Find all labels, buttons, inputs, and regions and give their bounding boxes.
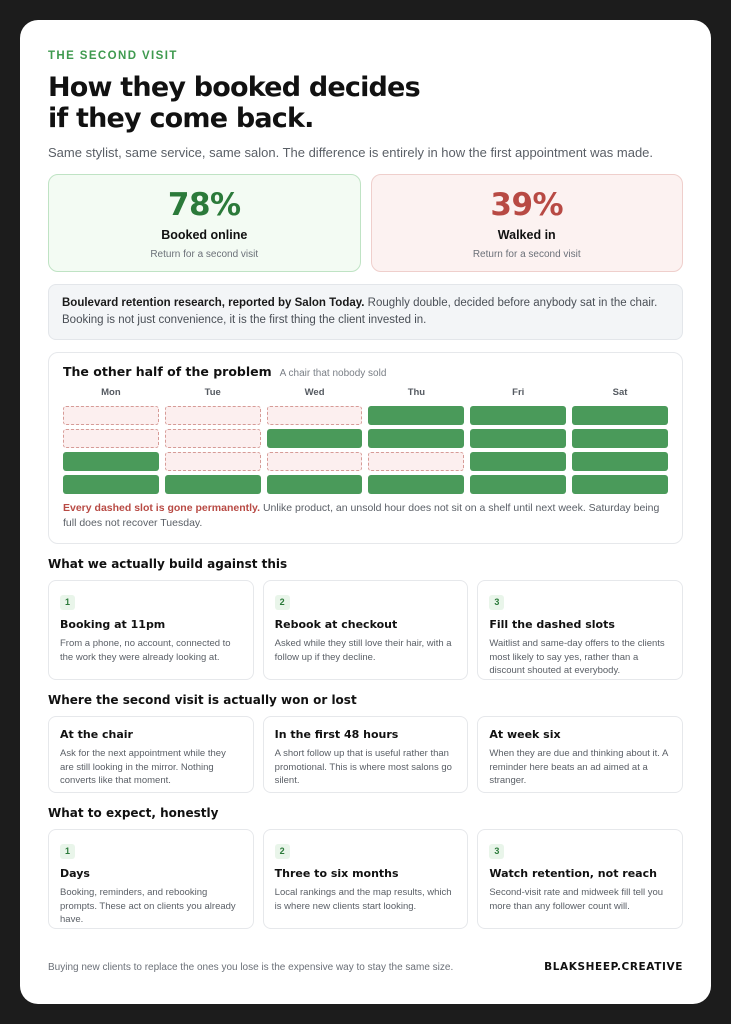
- footer: [48, 961, 683, 973]
- booked-slot: [572, 406, 668, 425]
- card-title: At the chair: [60, 728, 133, 741]
- note-text: Roughly double, decided before anybody sat in the chair. Booking is not just convenience, it is the first thing the client invested in.: [62, 297, 658, 326]
- build-card: [263, 580, 469, 680]
- booked-slot: [470, 475, 566, 494]
- page-title: [48, 72, 683, 134]
- booked-slot: [368, 475, 464, 494]
- day-column-wed: [267, 387, 363, 494]
- build-cards: [48, 580, 683, 680]
- empty-slot: [63, 406, 159, 425]
- card-text: When they are due and thinking about it. A reminder here beats an ad aimed at a stranger.: [489, 748, 668, 786]
- title-line-1: How they booked decides: [48, 72, 420, 103]
- expectation-card: [263, 829, 469, 929]
- schedule-grid: [63, 387, 668, 494]
- card-text: A short follow up that is useful rather than promotional. This is where most salons go silent.: [274, 748, 452, 786]
- booked-slot: [165, 475, 261, 494]
- card-text: Second-visit rate and midweek fill tell you more than any follower count will.: [489, 887, 664, 912]
- section-title: Where the second visit is actually won or lost: [48, 693, 357, 707]
- booked-slot: [368, 406, 464, 425]
- empty-slot: [368, 452, 464, 471]
- card-text: Asked while they still love their hair, with a follow up if they decline.: [274, 638, 452, 663]
- card-title: Rebook at checkout: [274, 618, 398, 631]
- infographic-card: [20, 20, 711, 1004]
- step-badge: 2: [275, 595, 290, 610]
- booked-slot: [470, 429, 566, 448]
- schedule-header: [63, 364, 668, 379]
- booked-slot: [267, 475, 363, 494]
- title-line-2: if they come back.: [48, 103, 314, 134]
- booked-slot: [368, 429, 464, 448]
- day-column-fri: [470, 387, 566, 494]
- card-text: Booking, reminders, and rebooking prompts. These act on clients you already have.: [60, 887, 236, 925]
- card-text: Ask for the next appointment while they are still looking in the mirror. Nothing converts like that moment.: [60, 748, 226, 786]
- empty-slot: [267, 452, 363, 471]
- card-title: Fill the dashed slots: [489, 618, 615, 631]
- day-label: Sat: [612, 387, 628, 398]
- stat-card-walkin: [371, 174, 684, 272]
- booked-slot: [267, 429, 363, 448]
- day-label: Wed: [304, 387, 325, 398]
- day-label: Thu: [407, 387, 426, 398]
- stat-label: Walked in: [497, 228, 556, 242]
- booked-slot: [470, 406, 566, 425]
- step-badge: 3: [489, 844, 504, 859]
- expectation-cards: [48, 829, 683, 929]
- section-title: What we actually build against this: [48, 557, 288, 571]
- empty-slot: [165, 452, 261, 471]
- card-title: Three to six months: [274, 867, 399, 880]
- card-title: Booking at 11pm: [60, 618, 166, 631]
- card-title: At week six: [489, 728, 561, 741]
- day-label: Fri: [512, 387, 525, 398]
- moment-cards: [48, 716, 683, 793]
- step-badge: 3: [489, 595, 504, 610]
- schedule-footnote-bold: Every dashed slot is gone permanently.: [63, 502, 261, 514]
- eyebrow: THE SECOND VISIT: [48, 50, 178, 62]
- expectation-card: [477, 829, 683, 929]
- schedule-subtitle: A chair that nobody sold: [279, 368, 387, 379]
- stat-card-online: [48, 174, 361, 272]
- moment-card: [477, 716, 683, 793]
- moment-card: [263, 716, 469, 793]
- schedule-footnote: [63, 501, 668, 531]
- stat-sub: Return for a second visit: [150, 249, 259, 260]
- empty-slot: [165, 406, 261, 425]
- step-badge: 1: [60, 595, 75, 610]
- booked-slot: [63, 452, 159, 471]
- day-column-tue: [165, 387, 261, 494]
- research-note: [48, 284, 683, 340]
- day-label: Tue: [204, 387, 221, 398]
- moment-card: [48, 716, 254, 793]
- day-column-mon: [63, 387, 159, 494]
- stat-label: Booked online: [161, 228, 248, 242]
- section-title: What to expect, honestly: [48, 806, 219, 820]
- card-text: From a phone, no account, connected to the work they were already looking at.: [60, 638, 231, 663]
- schedule-panel: [48, 352, 683, 544]
- booked-slot: [572, 429, 668, 448]
- empty-slot: [63, 429, 159, 448]
- booked-slot: [63, 475, 159, 494]
- expectation-card: [48, 829, 254, 929]
- subtitle: Same stylist, same service, same salon. The difference is entirely in how the first appointment was made.: [48, 145, 654, 160]
- footer-text: Buying new clients to replace the ones you lose is the expensive way to stay the same size.: [48, 961, 454, 973]
- booked-slot: [572, 475, 668, 494]
- empty-slot: [267, 406, 363, 425]
- step-badge: 1: [60, 844, 75, 859]
- booked-slot: [470, 452, 566, 471]
- stat-value: 39%: [490, 187, 564, 223]
- brand-logo: BLAKSHEEP.CREATIVE: [544, 961, 683, 973]
- day-column-thu: [368, 387, 464, 494]
- note-source: Boulevard retention research, reported by Salon Today.: [62, 297, 365, 309]
- build-card: [477, 580, 683, 680]
- card-text: Local rankings and the map results, which is where new clients start looking.: [274, 887, 452, 912]
- empty-slot: [165, 429, 261, 448]
- build-card: [48, 580, 254, 680]
- schedule-footnote-text: Unlike product, an unsold hour does not sit on a shelf until next week. Saturday being full does not recover Tuesday.: [63, 502, 660, 529]
- card-title: Watch retention, not reach: [489, 867, 657, 880]
- stat-sub: Return for a second visit: [472, 249, 581, 260]
- card-title: Days: [60, 867, 90, 880]
- day-label: Mon: [101, 387, 121, 398]
- booked-slot: [572, 452, 668, 471]
- stats-row: [48, 174, 683, 272]
- card-title: In the first 48 hours: [274, 728, 399, 741]
- card-text: Waitlist and same-day offers to the clients most likely to say yes, rather than a discount shouted at everybody.: [489, 638, 665, 676]
- step-badge: 2: [275, 844, 290, 859]
- schedule-title: The other half of the problem: [63, 364, 272, 379]
- day-column-sat: [572, 387, 668, 494]
- stat-value: 78%: [167, 187, 241, 223]
